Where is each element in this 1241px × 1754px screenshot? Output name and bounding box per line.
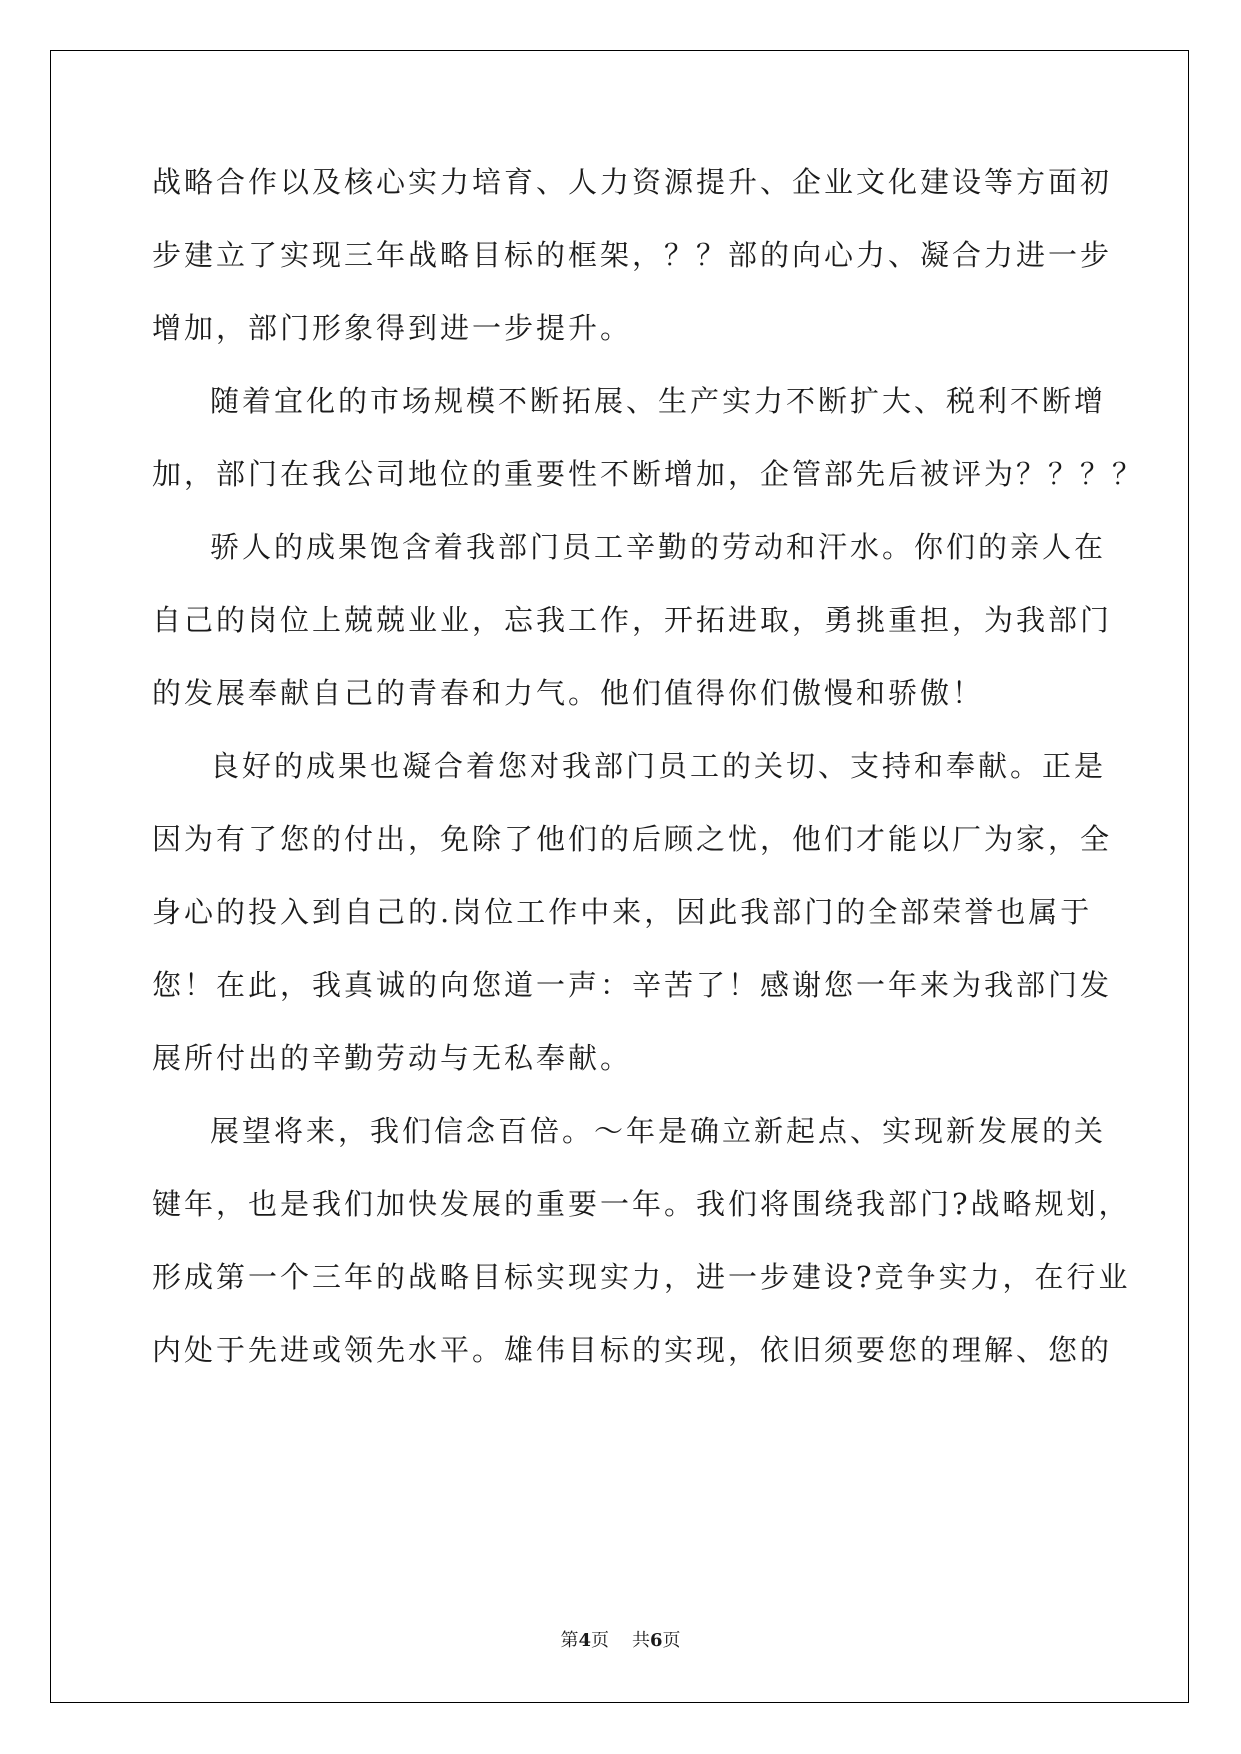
text-line: 增加，部门形象得到进一步提升。 <box>152 311 633 345</box>
text-line: 展望将来，我们信念百倍。～年是确立新起点、实现新发展的关 <box>210 1114 1107 1148</box>
text-line: 加，部门在我公司地位的重要性不断增加，企管部先后被评为？？？？ <box>152 457 1145 491</box>
page-footer <box>0 1626 1241 1652</box>
text-line: 骄人的成果饱含着我部门员工辛勤的劳动和汗水。你们的亲人在 <box>210 530 1107 564</box>
page-border <box>50 50 1189 1703</box>
footer-page-number: 4 <box>578 1630 592 1651</box>
text-line: 您！在此，我真诚的向您道一声：辛苦了！感谢您一年来为我部门发 <box>152 968 1113 1002</box>
text-line: 的发展奉献自己的青春和力气。他们值得你们傲慢和骄傲！ <box>152 676 985 710</box>
text-line: 键年，也是我们加快发展的重要一年。我们将围绕我部门?战略规划， <box>152 1187 1131 1221</box>
text-line: 内处于先进或领先水平。雄伟目标的实现，依旧须要您的理解、您的 <box>152 1333 1113 1367</box>
footer-total-unit: 页 <box>662 1630 681 1651</box>
text-line: 身心的投入到自己的.岗位工作中来，因此我部门的全部荣誉也属于 <box>152 895 1093 929</box>
text-line: 步建立了实现三年战略目标的框架，？？部的向心力、凝合力进一步 <box>152 238 1113 272</box>
footer-total-pages: 6 <box>649 1630 663 1651</box>
text-line: 自己的岗位上兢兢业业，忘我工作，开拓进取，勇挑重担，为我部门 <box>152 603 1113 637</box>
text-line: 良好的成果也凝合着您对我部门员工的关切、支持和奉献。正是 <box>210 749 1107 783</box>
text-line: 展所付出的辛勤劳动与无私奉献。 <box>152 1041 633 1075</box>
text-line: 形成第一个三年的战略目标实现实力，进一步建设?竞争实力，在行业 <box>152 1260 1131 1294</box>
text-line: 随着宜化的市场规模不断拓展、生产实力不断扩大、税利不断增 <box>210 384 1107 418</box>
text-line: 因为有了您的付出，免除了他们的后顾之忧，他们才能以厂为家，全 <box>152 822 1113 856</box>
footer-page-unit: 页 <box>591 1630 610 1651</box>
footer-prefix: 第 <box>560 1630 579 1651</box>
footer-total-prefix: 共 <box>631 1630 650 1651</box>
text-line: 战略合作以及核心实力培育、人力资源提升、企业文化建设等方面初 <box>152 165 1113 199</box>
